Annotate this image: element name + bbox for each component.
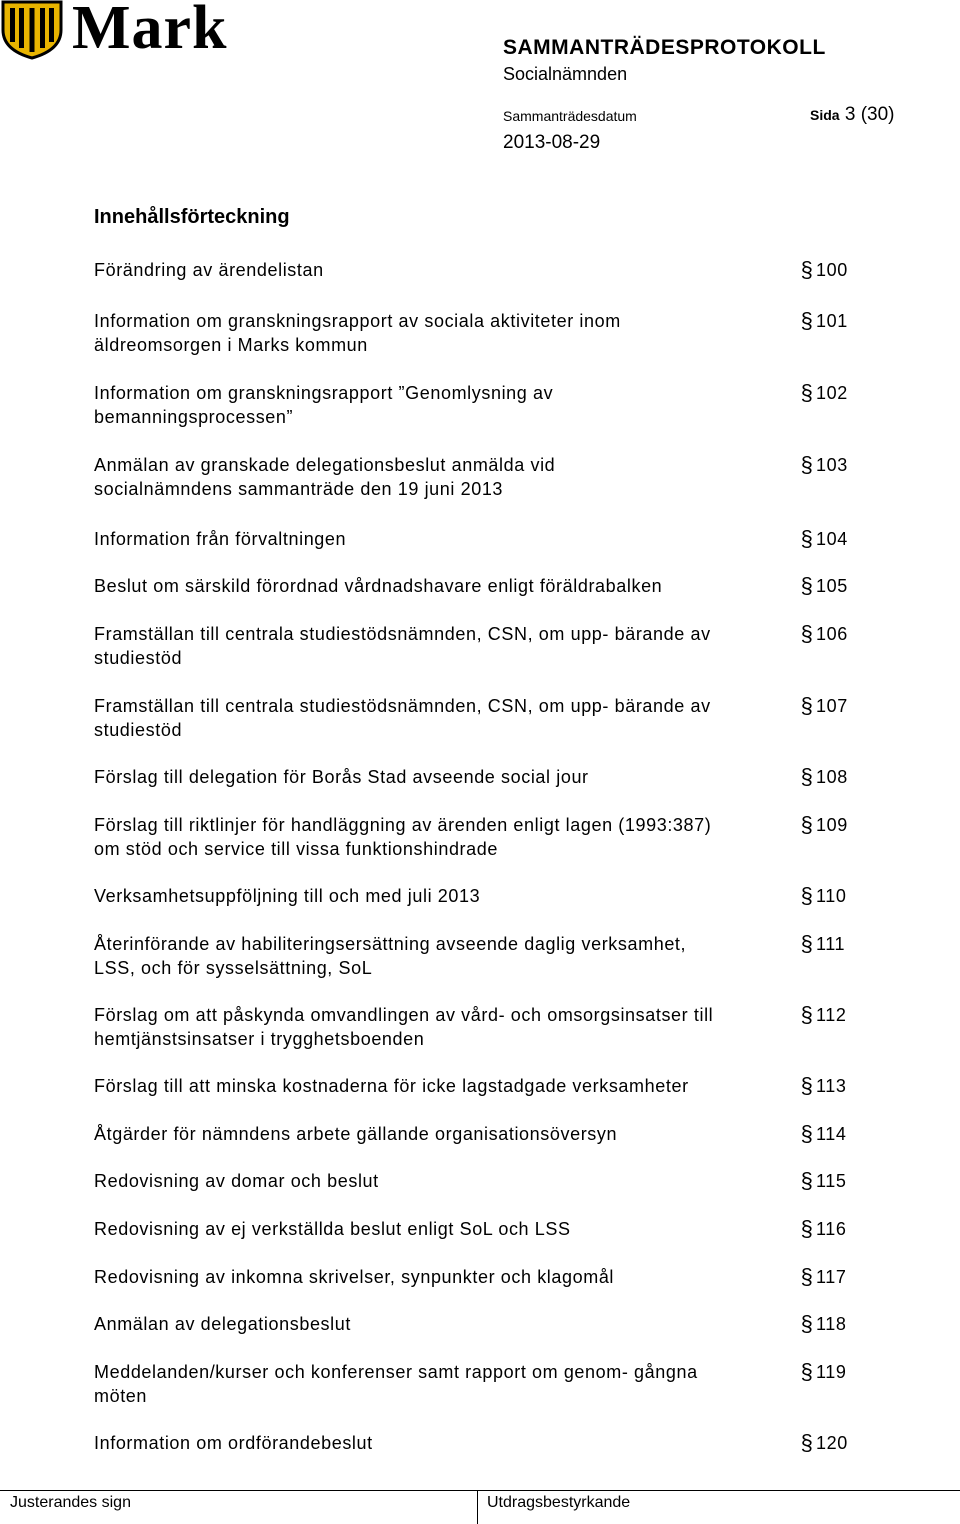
toc-entry-number: 109 [816, 815, 848, 835]
protocol-title: SAMMANTRÄDESPROTOKOLL [503, 36, 826, 59]
toc-entry [94, 884, 954, 908]
section-symbol: § [800, 764, 814, 789]
toc-entry [94, 527, 954, 551]
page-label: Sida [810, 107, 840, 123]
toc-entry [94, 813, 954, 861]
toc-entry [94, 1122, 954, 1146]
toc-entry-text: Redovisning av inkomna skrivelser, synpunkter och klagomål [94, 1267, 615, 1287]
toc-entry [94, 1217, 954, 1241]
section-symbol: § [800, 812, 814, 837]
footer-divider [0, 1490, 960, 1491]
toc-entry-text: Anmälan av delegationsbeslut [94, 1314, 351, 1334]
logo-wordmark: Mark [72, 0, 228, 62]
toc-entry [94, 1360, 954, 1408]
toc-heading: Innehållsförteckning [94, 206, 290, 228]
section-symbol: § [800, 573, 814, 598]
toc-entry-number: 105 [816, 576, 848, 596]
toc-entry-number: 115 [816, 1171, 847, 1191]
section-symbol: § [800, 883, 814, 908]
toc-entry-number: 104 [816, 529, 848, 549]
toc-entry [94, 765, 954, 789]
toc-entry-text: Information om granskningsrapport av sociala aktiviteter inom äldreomsorgen i Marks kommun [94, 311, 621, 355]
toc-entry [94, 932, 954, 980]
toc-entry [94, 258, 954, 282]
extract-certification-label: Utdragsbestyrkande [487, 1494, 631, 1511]
section-symbol: § [800, 257, 814, 282]
coat-of-arms-icon [0, 0, 64, 60]
toc-entry-number: 112 [816, 1005, 847, 1025]
toc-entry-number: 106 [816, 624, 848, 644]
toc-entry [94, 1312, 954, 1336]
toc-entry [94, 1003, 954, 1051]
municipality-logo [0, 0, 228, 60]
toc-entry-text: Förslag om att påskynda omvandlingen av vård- och omsorgsinsatser till hemtjänstsinsatser i trygghetsboenden [94, 1005, 714, 1049]
toc-entry-number: 101 [816, 311, 848, 331]
toc-entry-number: 103 [816, 455, 848, 475]
toc-entry [94, 1074, 954, 1098]
section-symbol: § [800, 1311, 814, 1336]
section-symbol: § [800, 452, 814, 477]
section-symbol: § [800, 931, 814, 956]
toc-entry-number: 102 [816, 383, 848, 403]
toc-entry-text: Återinförande av habiliteringsersättning avseende daglig verksamhet, LSS, och för sysselsättning, SoL [94, 934, 687, 978]
toc-entry [94, 1265, 954, 1289]
toc-entry-text: Information från förvaltningen [94, 529, 347, 549]
toc-entry-number: 108 [816, 767, 848, 787]
toc-entry [94, 1169, 954, 1193]
page-value: 3 (30) [844, 104, 895, 125]
toc-entry-text: Framställan till centrala studiestödsnämnden, CSN, om upp- bärande av studiestöd [94, 624, 711, 668]
toc-entry-number: 118 [816, 1314, 847, 1334]
toc-entry-text: Förslag till riktlinjer för handläggning av ärenden enligt lagen (1993:387) om stöd och service till vissa funktionshindrade [94, 815, 712, 859]
section-symbol: § [800, 1430, 814, 1455]
toc-entry-text: Information om ordförandebeslut [94, 1433, 373, 1453]
toc-entry-text: Meddelanden/kurser och konferenser samt rapport om genom- gångna möten [94, 1362, 698, 1406]
toc-entry [94, 574, 954, 598]
toc-entry [94, 694, 954, 742]
toc-entry-text: Verksamhetsuppföljning till och med juli 2013 [94, 886, 481, 906]
footer-column-divider [477, 1490, 478, 1524]
section-symbol: § [800, 526, 814, 551]
toc-entry-text: Förändring av ärendelistan [94, 260, 324, 280]
toc-entry-text: Förslag till att minska kostnaderna för icke lagstadgade verksamheter [94, 1076, 689, 1096]
toc-entry-number: 111 [816, 934, 846, 954]
toc-entry-number: 119 [816, 1362, 847, 1382]
toc-entry-text: Information om granskningsrapport ”Genomlysning av bemanningsprocessen” [94, 383, 554, 427]
toc-entry-text: Förslag till delegation för Borås Stad avseende social jour [94, 767, 589, 787]
toc-entry-number: 107 [816, 696, 848, 716]
section-symbol: § [800, 1002, 814, 1027]
toc-entry-number: 113 [816, 1076, 847, 1096]
toc-entry [94, 622, 954, 670]
committee-name: Socialnämnden [503, 64, 628, 84]
toc-entry-number: 100 [816, 260, 848, 280]
section-symbol: § [800, 380, 814, 405]
section-symbol: § [800, 1359, 814, 1384]
section-symbol: § [800, 621, 814, 646]
section-symbol: § [800, 1264, 814, 1289]
section-symbol: § [800, 1168, 814, 1193]
section-symbol: § [800, 308, 814, 333]
meeting-date: 2013-08-29 [503, 132, 601, 153]
meeting-date-label: Sammanträdesdatum [503, 108, 637, 124]
toc-entry-number: 120 [816, 1433, 848, 1453]
toc-entry-text: Beslut om särskild förordnad vårdnadshavare enligt föräldrabalken [94, 576, 663, 596]
toc-entry [94, 453, 954, 501]
section-symbol: § [800, 1121, 814, 1146]
toc-entry-number: 116 [816, 1219, 847, 1239]
toc-entry-number: 110 [816, 886, 847, 906]
adjuster-signature-label: Justerandes sign [10, 1494, 131, 1511]
toc-entry-text: Framställan till centrala studiestödsnämnden, CSN, om upp- bärande av studiestöd [94, 696, 711, 740]
toc-entry-number: 114 [816, 1124, 847, 1144]
toc-entry [94, 309, 954, 357]
toc-entry-text: Åtgärder för nämndens arbete gällande organisationsöversyn [94, 1124, 618, 1144]
toc-entry-text: Redovisning av ej verkställda beslut enligt SoL och LSS [94, 1219, 571, 1239]
section-symbol: § [800, 1216, 814, 1241]
toc-entry [94, 381, 954, 429]
toc-entry-number: 117 [816, 1267, 847, 1287]
section-symbol: § [800, 1073, 814, 1098]
toc-entry-text: Anmälan av granskade delegationsbeslut anmälda vid socialnämndens sammanträde den 19 juni 2013 [94, 455, 556, 499]
toc-entry [94, 1431, 954, 1455]
page-indicator [810, 104, 895, 126]
toc-entry-text: Redovisning av domar och beslut [94, 1171, 379, 1191]
section-symbol: § [800, 693, 814, 718]
